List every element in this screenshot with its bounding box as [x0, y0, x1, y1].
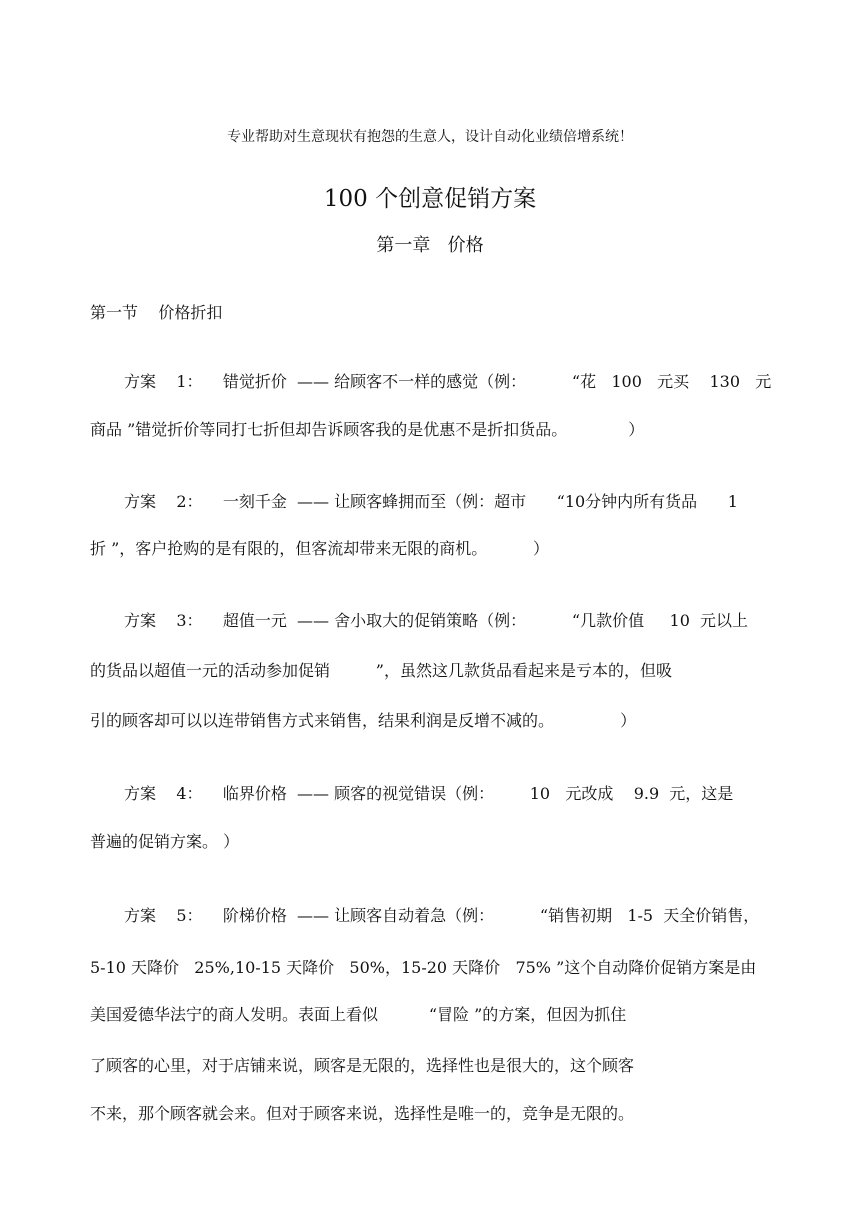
section-heading: 第一节 价格折扣 [90, 303, 223, 322]
document-title: 100 个创意促销方案 [323, 186, 537, 212]
plan-1-line-2: 商品 ”错觉折价等同打七折但却告诉顾客我的是优惠不是折扣货品。 ） [90, 420, 645, 439]
plan-3-line-2: 的货品以超值一元的活动参加促销 ”，虽然这几款货品看起来是亏本的，但吸 [90, 661, 672, 680]
plan-2-line-2: 折 ”，客户抢购的是有限的，但客流却带来无限的商机。 ） [90, 539, 550, 558]
plan-4-line-2: 普遍的促销方案。 ） [90, 832, 240, 851]
tagline: 专业帮助对生意现状有抱怨的生意人，设计自动化业绩倍增系统！ [227, 129, 633, 145]
plan-3-line-3: 引的顾客却可以以连带销售方式来销售，结果利润是反增不减的。 ） [90, 711, 637, 730]
plan-4-line-1: 方案 4： 临界价格 —— 顾客的视觉错误（例： 10 元改成 9.9 元，这是 [124, 784, 734, 803]
plan-5-line-4: 了顾客的心里，对于店铺来说，顾客是无限的，选择性也是很大的，这个顾客 [90, 1056, 635, 1075]
plan-5-line-1: 方案 5： 阶梯价格 —— 让顾客自动着急（例： “销售初期 1-5 天全价销售， [124, 906, 760, 925]
chapter-heading: 第一章 价格 [376, 235, 484, 256]
plan-5-line-3: 美国爱德华法宁的商人发明。表面上看似 “冒险 ”的方案，但因为抓住 [90, 1005, 627, 1024]
plan-1-line-1: 方案 1： 错觉折价 —— 给顾客不一样的感觉（例： “花 100 元买 130 元 [124, 372, 772, 391]
plan-5-line-5: 不来，那个顾客就会来。但对于顾客来说，选择性是唯一的，竞争是无限的。 [90, 1104, 635, 1123]
plan-3-line-1: 方案 3： 超值一元 —— 舍小取大的促销策略（例： “几款价值 10 元以上 [124, 611, 749, 630]
plan-2-line-1: 方案 2： 一刻千金 —— 让顾客蜂拥而至（例：超市 “10分钟内所有货品 1 [124, 492, 738, 511]
plan-5-line-2: 5-10 天降价 25%,10-15 天降价 50%，15-20 天降价 75% ”这个自动降价促销方案是由 [90, 958, 757, 977]
